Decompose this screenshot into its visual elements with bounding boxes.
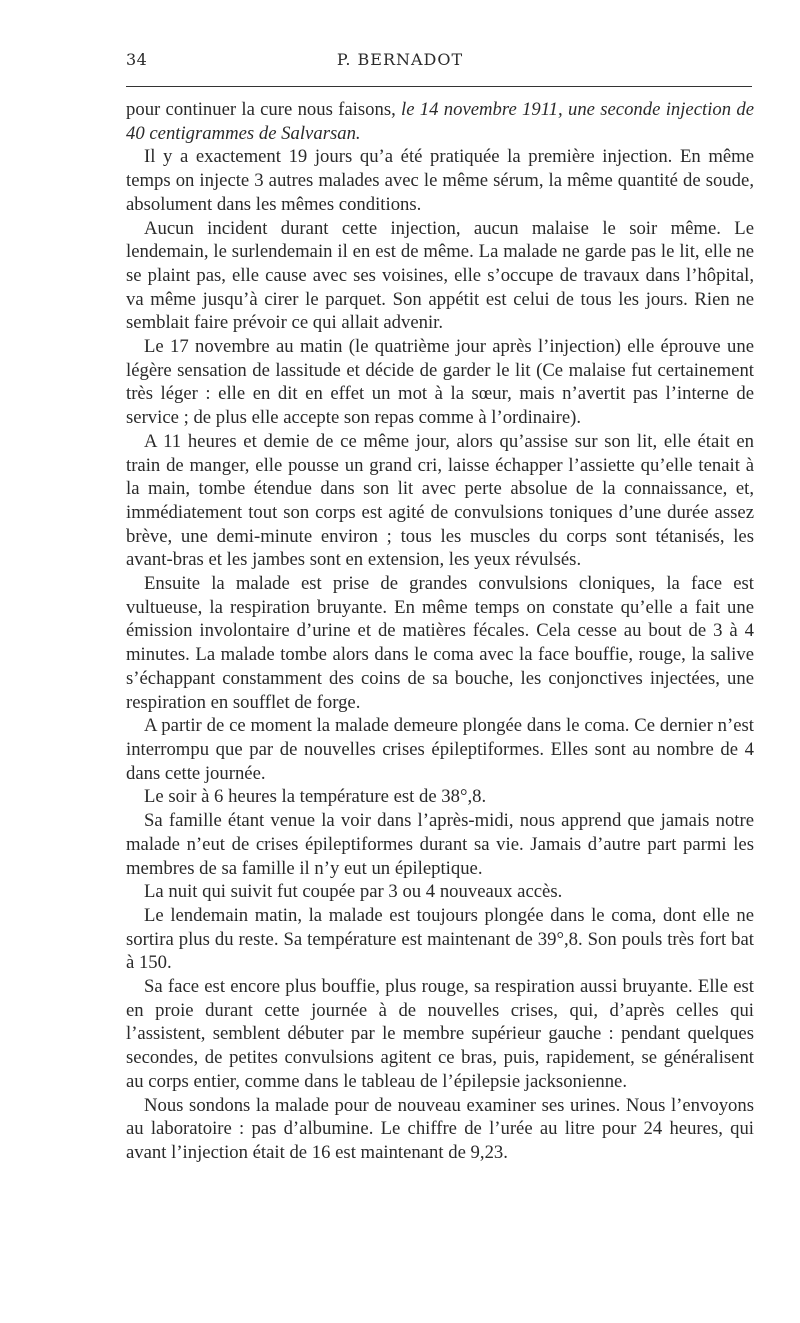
paragraph: Le 17 novembre au matin (le quatrième jour après l’injection) elle éprouve une légère sensation de lassitude et décide de garder le lit (Ce malaise fut certainement très léger : elle en dit en effet un mot à la sœur, mais n’avertit pas l’interne de service ; de plus elle accepte son repas comme à l’ordinaire).	[126, 336, 754, 429]
paragraph: Sa face est encore plus bouffie, plus rouge, sa respiration aussi bruyante. Elle est en proie durant cette journée à de nouvelles crises, qui, d’après celles qui l’assistent, semblent débuter par le membre supérieur gauche : pendant quelques secondes, de petites convulsions agitent ce bras, puis, rapidement, se généralisent au corps entier, comme dans le tableau de l’épilepsie jacksonienne.	[126, 976, 754, 1092]
paragraph: A 11 heures et demie de ce même jour, alors qu’assise sur son lit, elle était en train de manger, elle pousse un grand cri, laisse échapper l’assiette qu’elle tenait à la main, tombe étendue dans son lit avec perte absolue de la connaissance, et, immédiatement tout son corps est agité de convulsions toniques d’une durée assez brève, une demi-minute environ ; tous les muscles du corps sont tétanisés, les avant-bras et les jambes sont en extension, les yeux révulsés.	[126, 430, 754, 571]
paragraph: A partir de ce moment la malade demeure plongée dans le coma. Ce dernier n’est interrompu que par de nouvelles crises épileptiformes. Elles sont au nombre de 4 dans cette journée.	[126, 715, 754, 784]
paragraph: La nuit qui suivit fut coupée par 3 ou 4 nouveaux accès.	[144, 881, 563, 903]
paragraph: Le soir à 6 heures la température est de 38°,8.	[144, 786, 487, 808]
paragraph: Il y a exactement 19 jours qu’a été pratiquée la première injection. En même temps on injecte 3 autres malades avec le même sérum, la même quantité de soude, absolument dans les mêmes conditions.	[126, 146, 754, 215]
paragraph: Sa famille étant venue la voir dans l’après-midi, nous apprend que jamais notre malade n’eut de crises épileptiformes durant sa vie. Jamais d’autre part parmi les membres de sa famille il n’y eut un épileptique.	[126, 810, 754, 879]
paragraph-lead: pour continuer la cure nous faisons,	[126, 99, 402, 120]
paragraph: Ensuite la malade est prise de grandes convulsions cloniques, la face est vultueuse, la respiration bruyante. En même temps on constate qu’elle a fait une émission involontaire d’urine et de matières fécales. Cela cesse au bout de 3 à 4 minutes. La malade tombe alors dans le coma avec la face bouffie, rouge, la salive s’échappant constamment des coins de sa bouche, les conjonctives injectées, une respiration en soufflet de forge.	[126, 573, 754, 713]
paragraph: Aucun incident durant cette injection, aucun malaise le soir même. Le lendemain, le surlendemain il en est de même. La malade ne garde pas le lit, elle ne se plaint pas, elle cause avec ses voisines, elle s’occupe de travaux dans l’hôpital, va même jusqu’à cirer le parquet. Son appétit est celui de tous les jours. Rien ne semblait faire prévoir ce qui allait advenir.	[126, 217, 754, 334]
running-head: P. BERNADOT	[336, 50, 464, 69]
paragraph: Nous sondons la malade pour de nouveau examiner ses urines. Nous l’envoyons au laboratoire : pas d’albumine. Le chiffre de l’urée au litre pour 24 heures, qui avant l’injection était de 16 est maintenant de 9,23.	[126, 1094, 754, 1163]
paragraph-continuation	[126, 98, 754, 145]
paragraph: Le lendemain matin, la malade est toujours plongée dans le coma, dont elle ne sortira plus du reste. Sa température est maintenant de 39°,8. Son pouls très fort bat à 150.	[126, 904, 754, 974]
header-rule	[126, 86, 752, 87]
body-text	[126, 98, 754, 1165]
injection-date-italic: le 14 novembre 1911, une seconde injection de 40 centigrammes de Salvarsan.	[126, 99, 754, 144]
page-number: 34	[126, 50, 148, 69]
